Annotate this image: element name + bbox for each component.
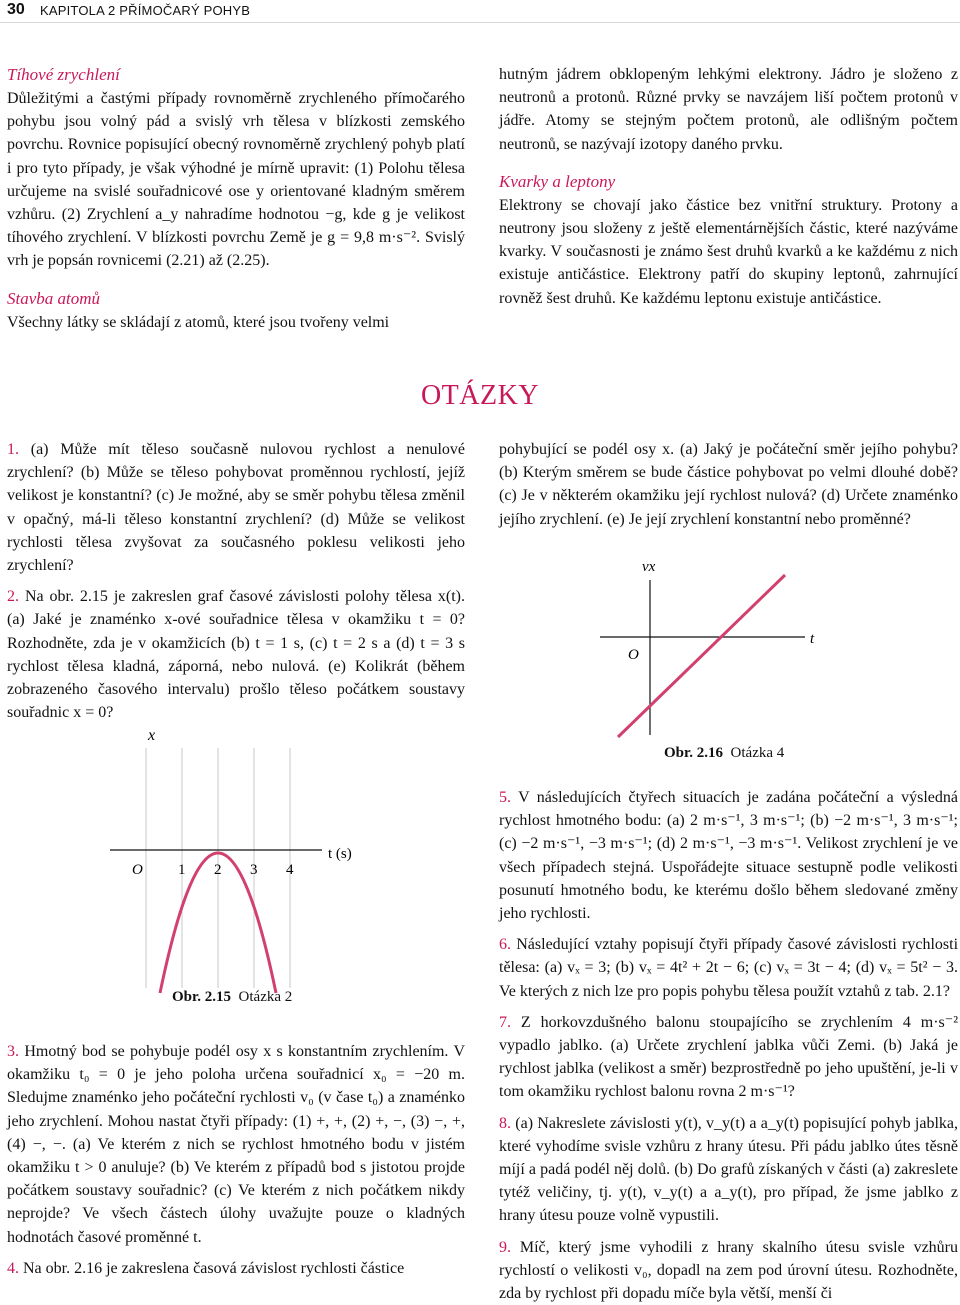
caption-number: Obr. 2.16 [664,745,724,761]
left-top-column [7,63,465,334]
velocity-line [618,575,785,737]
question-number: 4. [7,1259,19,1277]
question-text: Hmotný bod se pohybuje podél osy x s konstantním zrychlením. V okamžiku t₀ = 0 je jeho poloha určena souřadnicí x₀ = −20 m. Sledujme znaménko jeho počáteční rychlosti v₀ (v čase t₀) a znaménko jeho zrychlení. Mohou nastat čtyři případy: (1) +, +, (2) +, −, (3) −, +, (4) −, −. (a) Ve kterém z nich se rychlost hmotného bodu v jistém okamžiku t > 0 anuluje? (b) Ve kterém z případů bod s jistotou projde počátkem soustavy souřadnic? (c) Ve kterém z nich počátkem nikdy neprojde? Ve všech částech úlohy uvažujte pouze o kladných hodnotách časové proměnné t. [7,1043,466,1246]
origin-label: O [132,862,143,878]
question-number: 9. [499,1238,511,1256]
question-number: 6. [499,936,511,954]
axis-label-x: x [148,727,156,744]
caption-text: Otázka 4 [730,745,785,761]
question-number: 7. [499,1013,511,1031]
question-text: Následující vztahy popisují čtyři případy časové závislosti rychlosti tělesa: (a) vₓ = 3; (b) vₓ = 4t² + 2t − 6; (c) vₓ = 3t − 4; (d) vₓ = 5t² − 3. Ve kterých z nich lze pro popis pohybu tělesa použít vztahů z tab. 2.1? [499,936,959,1000]
section-text-atoms: Všechny látky se skládají z atomů, které jsou tvořeny velmi [7,313,390,331]
tick-label: 2 [214,862,222,878]
right-questions-column-lower [499,786,958,1305]
question-number: 1. [7,441,19,458]
tick-label: 3 [250,862,258,878]
question-text: Z horkovzdušného balonu stoupajícího se zrychlením 4 m·s⁻² vypadlo jablko. (a) Určete zrychlení jablka vůči Zemi. (b) Jaká je rychlost jablka (velikost a směr) bezprostředně po jeho upuštění, je-li v tom okamžiku rychlost balonu rovna 2 m·s⁻¹? [499,1013,959,1101]
section-title-atoms: Stavba atomů [7,288,101,308]
left-questions-column-lower [7,1040,465,1280]
question-6 [499,933,958,1003]
question-number: 8. [499,1114,511,1132]
question-5 [499,786,958,925]
figure-2-15-caption [172,989,292,1006]
question-4 [7,1257,465,1280]
question-8 [499,1112,958,1228]
question-2 [7,585,465,724]
question-7 [499,1011,958,1104]
right-top-column [499,63,958,310]
questions-heading: OTÁZKY [420,380,540,411]
question-text: V následujících čtyřech situacích je zadána počáteční a výsledná rychlost hmotného bodu: (a) 2 m·s⁻¹, 3 m·s⁻¹; (b) −2 m·s⁻¹, 3 m·s⁻¹; (c) −2 m·s⁻¹, −3 m·s⁻¹; (d) 2 m·s⁻¹, −3 m·s⁻¹. Velikost zrychlení je ve všech případech stejná. Uspořádejte situace sestupně podle velikosti posunutí hmotného bodu, ke kterému došlo během sledované změny jeho rychlosti. [499,789,959,923]
question-number: 3. [7,1043,19,1060]
figure-2-16 [590,555,880,745]
caption-text: Otázka 2 [238,989,293,1005]
origin-label: O [628,647,639,663]
figure-2-15 [90,718,380,1018]
axis-label-v: vx [642,559,656,575]
axis-label-t: t [810,631,815,647]
question-1 [7,438,465,577]
question-9 [499,1236,958,1305]
tick-label: 1 [178,862,186,878]
chapter-title: KAPITOLA 2 PŘÍMOČARÝ POHYB [40,3,251,18]
question-4-continued: pohybující se podél osy x. (a) Jaký je počáteční směr jejího pohybu? (b) Kterým směrem se bude částice pohybovat po velmi dlouhé době? (c) Je v některém okamžiku její rychlost nulová? (d) Určete znaménko jejího zrychlení. (e) Je její zrychlení konstantní nebo proměnné? [499,441,958,528]
page-header [0,0,960,22]
section-text-gravity: Důležitými a častými případy rovnoměrně zrychleného přímočarého pohybu jsou volný pád a svislý vrh tělesa v blízkosti zemského povrchu. Rovnice popisující obecný rovnoměrně zrychlený pohyb platí i pro tyto případy, je však výhodné je mírně upravit: (1) Polohu tělesa určujeme na svislé souřadnicové ose y orientované kladným směrem vzhůru. (2) Zrychlení a_y nahradíme hodnotou −g, kde g je velikost tíhového zrychlení. V blízkosti povrchu Země je g = 9,8 m·s⁻². Svislý vrh je popsán rovnicemi (2.21) až (2.25). [7,90,465,270]
section-text-nucleus: hutným jádrem obklopeným lehkými elektrony. Jádro je složeno z neutronů a protonů. Různé prvky se navzájem liší počtem protonů v jádře. Atomy se stejným počtem protonů, ale odlišným počtem neutronů, se nazývají izotopy daného prvku. [499,66,958,153]
question-number: 5. [499,789,511,806]
section-title-gravity: Tíhové zrychlení [7,65,120,84]
page-number: 30 [7,1,25,18]
question-text: (a) Může mít těleso současně nulovou rychlost a nenulové zrychlení? (b) Může se těleso pohybovat proměnnou rychlostí, jejíž velikost je konstantní? (c) Je možné, aby se směr pohybu tělesa změnil v opačný, má-li těleso konstantní zrychlení? (d) Může se velikost rychlosti tělesa zvyšovat za současného poklesu velikosti jeho zrychlení? [7,441,466,575]
question-text: Míč, který jsme vyhodili z hrany skalního útesu svisle vzhůru rychlostí o velikosti v₀, dopadl na zem pod úrovní útesu. Rozhodněte, zda by rychlost při dopadu míče byla větší, menší či [499,1238,958,1303]
left-questions-column [7,438,465,724]
right-questions-column [499,438,958,531]
figure-2-16-caption [664,745,784,762]
question-text: (a) Nakreslete závislosti y(t), v_y(t) a a_y(t) popisující pohyb jablka, které vyhodíme svisle vzhůru z hrany útesu. Při pádu jablko útes těsně míjí a padá podél něj dolů. (b) Do grafů získaných v části (a) zakreslete tytéž veličiny, tj. y(t), v_y(t) a a_y(t), pro případ, že jsme jablko z hrany útesu pouze volně vypustili. [499,1114,959,1225]
caption-number: Obr. 2.15 [172,989,232,1005]
question-3 [7,1040,465,1249]
axis-label-t: t (s) [328,846,352,862]
tick-label: 4 [286,862,294,878]
question-number: 2. [7,588,19,606]
header-rule [0,22,960,23]
section-title-quarks: Kvarky a leptony [499,171,616,191]
section-text-quarks: Elektrony se chovají jako částice bez vnitřní struktury. Protony a neutrony jsou složeny z ještě elementárnějších částic, které nazýváme kvarky. V současnosti je známo šest druhů kvarků a ke každému z nich existuje antičástice. Elektrony patří do skupiny leptonů, zahrnující rovněž šest druhů. Ke každému leptonu existuje antičástice. [499,196,958,307]
question-text: Na obr. 2.16 je zakreslena časová závislost rychlosti částice [23,1259,405,1277]
question-text: Na obr. 2.15 je zakreslen graf časové závislosti polohy tělesa x(t). (a) Jaké je znaménko x-ové souřadnice tělesa v okamžiku t = 0? Rozhodněte, zda je v okamžicích (b) t = 1 s, (c) t = 2 s a (d) t = 3 s rychlost tělesa kladná, záporná, nebo nulová. (e) Kolikrát (během zobrazeného časového intervalu) prošlo těleso počátkem soustavy souřadnic x = 0? [7,588,466,722]
